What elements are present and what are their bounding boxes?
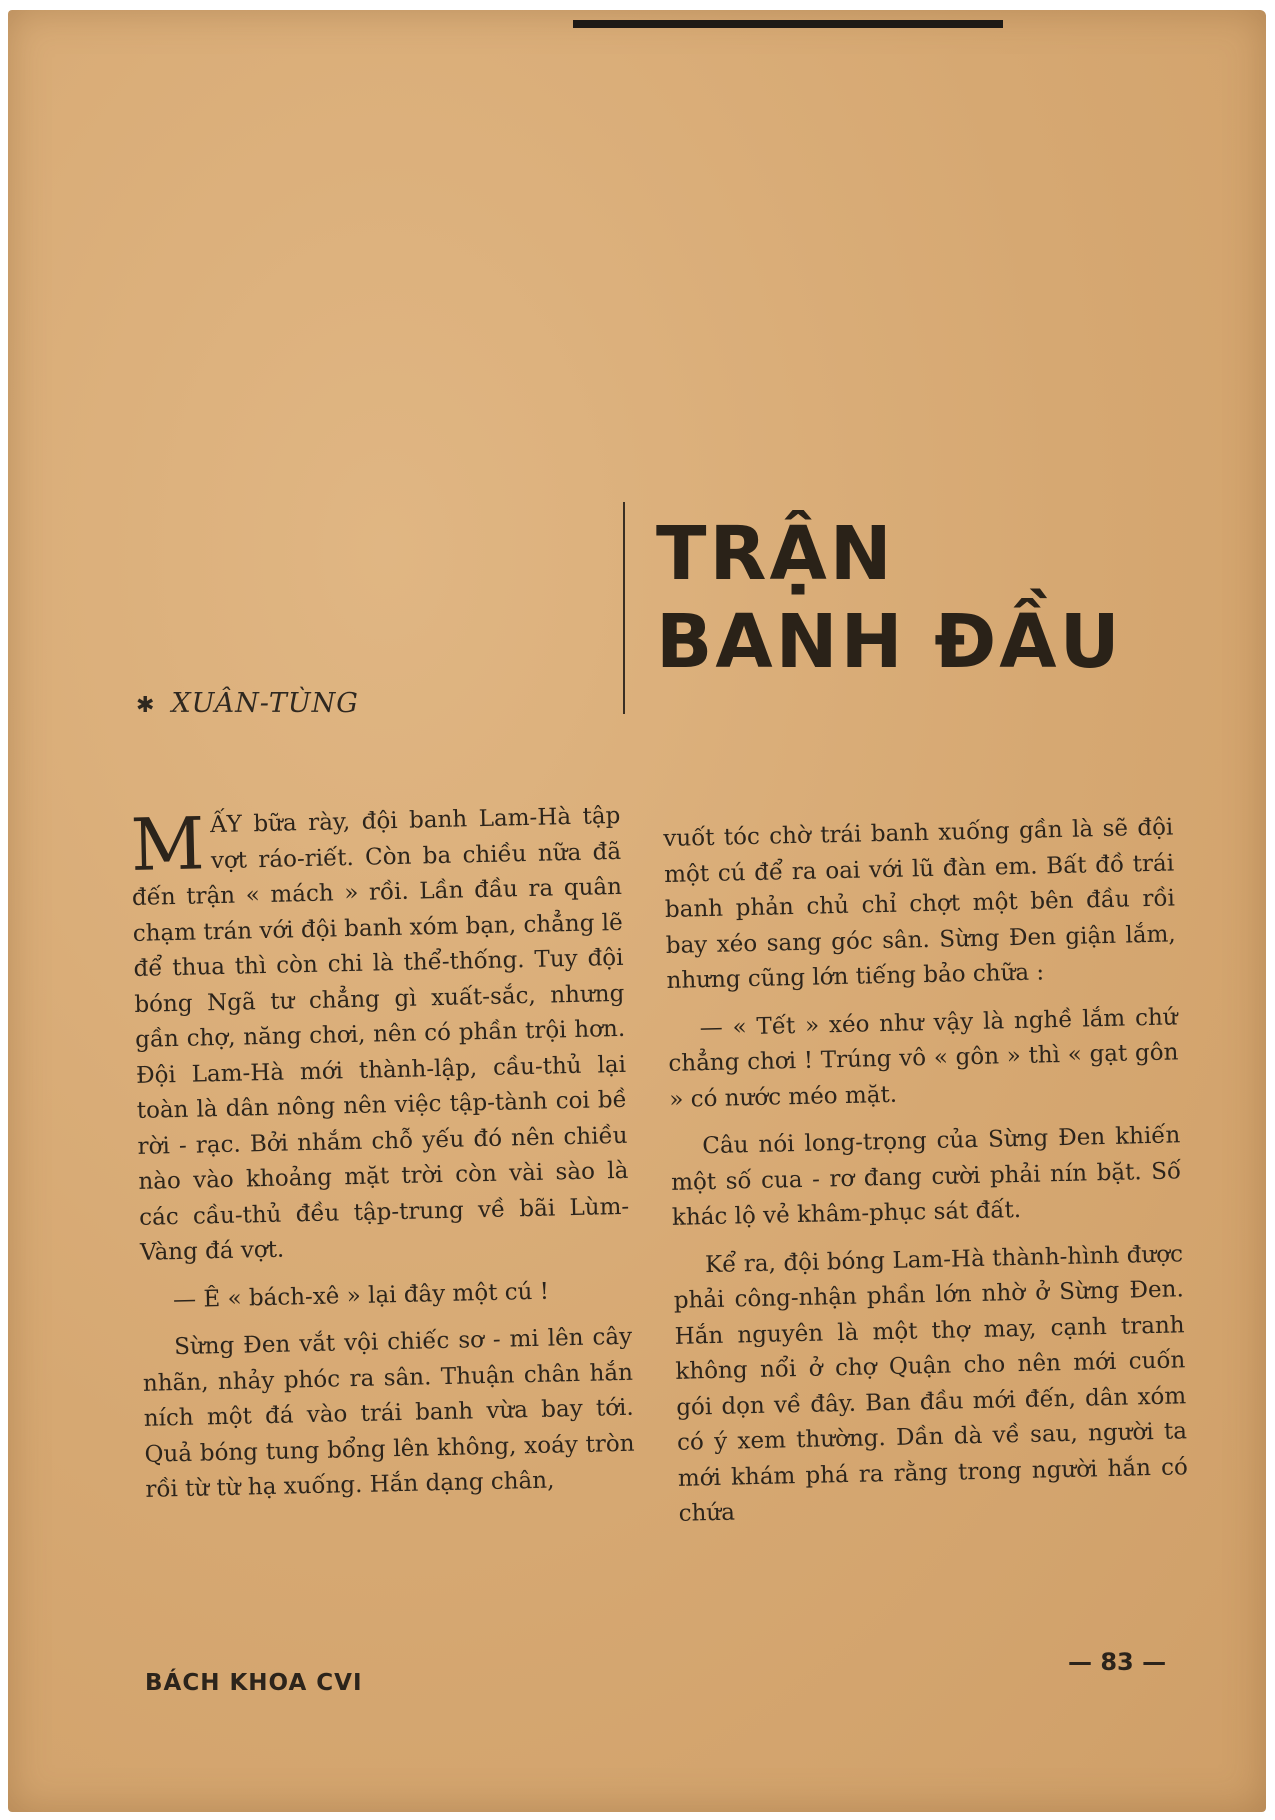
article-title: [656, 510, 1123, 686]
paragraph: — « Tết » xéo như vậy là nghề lắm chứ chẳng chơi ! Trúng vô « gôn » thì « gạt gôn » có nước méo mặt.: [668, 1003, 1179, 1113]
drop-cap: M: [129, 801, 206, 887]
paragraph: Kể ra, đội bóng Lam-Hà thành-hình được phải công-nhận phần lớn nhờ ở Sừng Đen. Hắn nguyên là một thợ may, cạnh tranh không nổi ở chợ Quận cho nên mới cuốn gói dọn về đây. Ban đầu mới đến, dân xóm có ý xem thường. Dần dà về sau, người ta mới khám phá ra rằng trong người hắn có chứa: [673, 1240, 1189, 1527]
title-line-2: BANH ĐẦU: [656, 599, 1123, 685]
magazine-page: [8, 10, 1266, 1812]
author-mark: ✱: [136, 693, 156, 718]
paragraph: Câu nói long-trọng của Sừng Đen khiến một số cua - rơ đang cười phải nín bặt. Số khác lộ vẻ khâm-phục sát đất.: [670, 1122, 1182, 1231]
paragraph: — Ê « bách-xê » lại đây một cú !: [172, 1278, 550, 1313]
paragraph: Sừng Đen vắt vội chiếc sơ - mi lên cây nhãn, nhảy phóc ra sân. Thuận chân hắn ních một đá vào trái banh vừa bay tới. Quả bóng tung bổng lên không, xoáy tròn rồi từ từ hạ xuống. Hắn dạng chân,: [142, 1323, 635, 1503]
right-column: [663, 810, 1189, 1544]
title-line-1: TRẬN: [656, 511, 895, 597]
author-name: XUÂN-TÙNG: [171, 688, 359, 719]
top-edge-bar: [573, 20, 1003, 28]
author-byline: [136, 688, 359, 719]
magazine-name: BÁCH KHOA CVI: [145, 1670, 363, 1696]
title-divider: [623, 502, 625, 714]
paragraph: vuốt tóc chờ trái banh xuống gần là sẽ đội một cú để ra oai với lũ đàn em. Bất đồ trái banh phản chủ chỉ chợt một bên đầu rồi bay xéo sang góc sân. Sừng Đen giận lắm, nhưng cũng lớn tiếng bảo chữa :: [663, 814, 1176, 994]
page-number: — 83 —: [1068, 1648, 1167, 1676]
left-column: [130, 799, 636, 1520]
paragraph: [130, 799, 630, 1271]
paragraph-text: ẤY bữa rày, đội banh Lam-Hà tập vợt ráo-riết. Còn ba chiều nữa đã đến trận « mách » rồi. Lần đầu ra quân chạm trán với đội banh xóm bạn, chẳng lẽ để thua thì còn chi là thể-thống. Tuy đội bóng Ngã tư chẳng gì xuất-sắc, nhưng gần chợ, năng chơi, nên có phần trội hơn. Đội Lam-Hà mới thành-lập, cầu-thủ lại toàn là dân nông nên việc tập-tành coi bề rời - rạc. Bởi nhắm chỗ yếu đó nên chiều nào vào khoảng mặt trời còn vài sào là các cầu-thủ đều tập-trung về bãi Lùm-Vàng đá vợt.: [131, 802, 630, 1266]
